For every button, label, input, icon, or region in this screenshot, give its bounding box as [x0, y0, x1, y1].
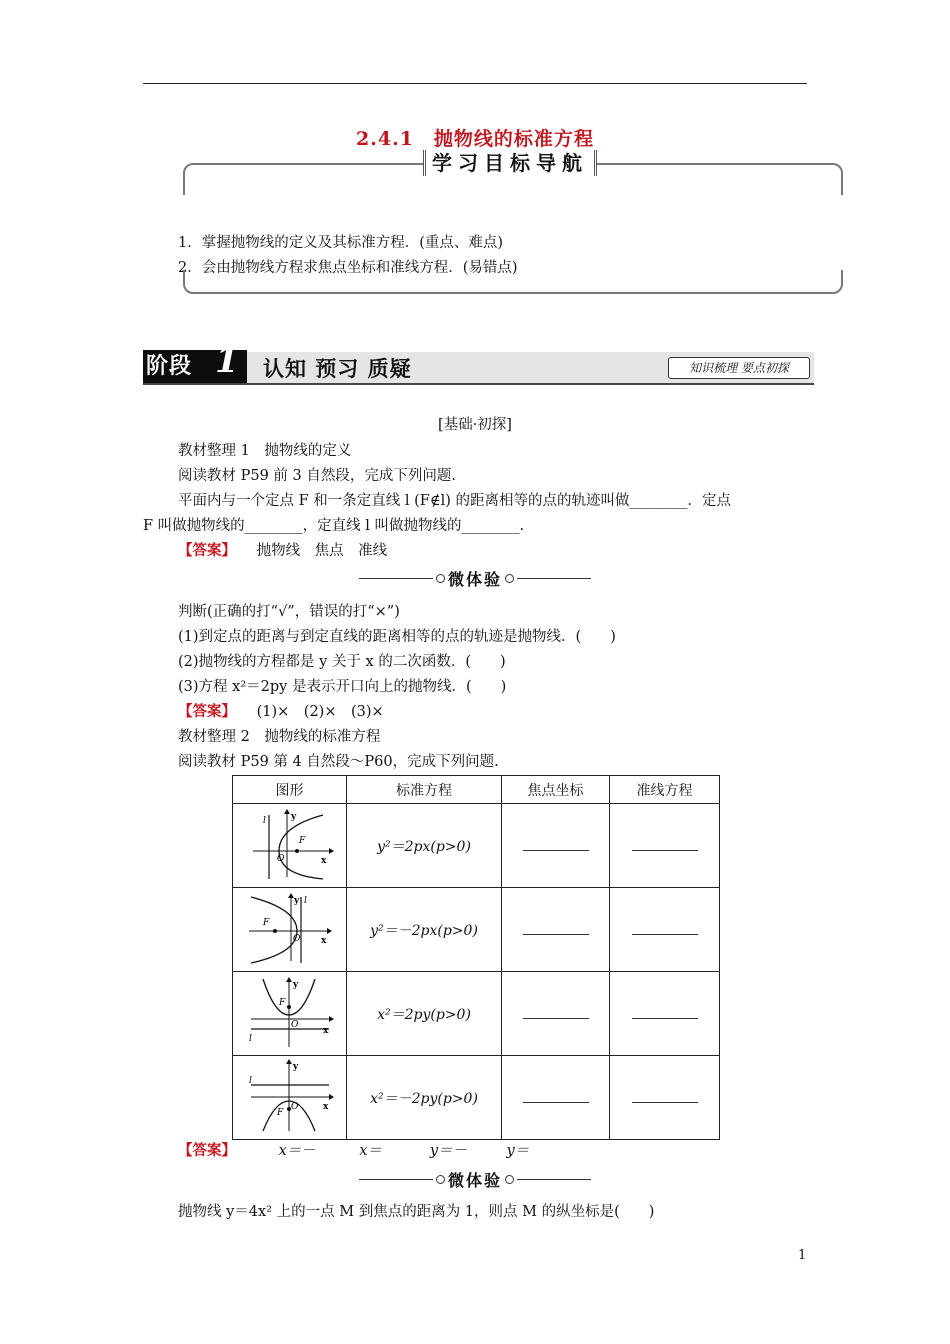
page-title: 2.4.1 抛物线的标准方程	[356, 128, 594, 150]
parabola-graph	[233, 888, 347, 972]
micro-title: 微体验	[447, 1171, 502, 1190]
focus-blank	[502, 972, 610, 1056]
item1-paragraph-line2: F 叫做抛物线的________，定直线 l 叫做抛物线的________.	[143, 518, 525, 534]
focus-blank	[502, 804, 610, 888]
micro-divider-2	[0, 1168, 950, 1191]
judge-q2: (2)抛物线的方程都是 y 关于 x 的二次函数．( )	[178, 654, 506, 670]
table-row	[233, 888, 720, 972]
directrix-blank	[610, 972, 720, 1056]
svg-text:l: l	[248, 1075, 252, 1086]
stage-tag: 知识梳理 要点初探	[668, 357, 810, 379]
equation-cell: x²＝2py(p>0)	[347, 972, 502, 1056]
svg-text:y: y	[293, 895, 299, 906]
judge-intro: 判断(正确的打“√”，错误的打“×”)	[178, 604, 400, 620]
svg-text:O: O	[276, 853, 284, 864]
header-rule	[143, 83, 807, 84]
answer-item: x＝－	[278, 1143, 316, 1159]
answer-label: 【答案】	[178, 1142, 236, 1159]
svg-text:F: F	[298, 835, 305, 846]
directrix-blank	[610, 1056, 720, 1140]
equation-cell: y²＝－2px(p>0)	[347, 888, 502, 972]
final-question: 抛物线 y＝4x² 上的一点 M 到焦点的距离为 1，则点 M 的纵坐标是( )	[178, 1204, 655, 1220]
svg-text:x: x	[320, 855, 326, 866]
table-row	[233, 1056, 720, 1140]
section-tag: [基础·初探]	[438, 417, 512, 433]
table-header: 标准方程	[347, 776, 502, 804]
answer-text: 抛物线 焦点 准线	[256, 543, 388, 559]
focus-blank	[502, 1056, 610, 1140]
item2-heading: 教材整理 2 抛物线的标准方程	[178, 729, 381, 745]
svg-text:y: y	[292, 979, 298, 990]
answer-item: y＝	[506, 1143, 530, 1159]
focus-blank	[502, 888, 610, 972]
table-row	[233, 972, 720, 1056]
goal-item-1: 1．掌握抛物线的定义及其标准方程．(重点、难点)	[178, 235, 504, 251]
item1-paragraph-line1: 平面内与一个定点 F 和一条定直线 l (F∉l) 的距离相等的点的轨迹叫做________．定点	[178, 493, 731, 509]
item1-read: 阅读教材 P59 前 3 自然段，完成下列问题.	[178, 468, 456, 484]
answer-text: (1)× (2)× (3)×	[256, 704, 384, 720]
item2-read: 阅读教材 P59 第 4 自然段～P60，完成下列问题.	[178, 754, 499, 770]
parabola-table	[232, 775, 720, 1140]
svg-text:y: y	[292, 1061, 298, 1072]
svg-text:O: O	[290, 1019, 298, 1030]
table-header: 焦点坐标	[502, 776, 610, 804]
page-number: 1	[798, 1248, 807, 1263]
stage-number: 1	[215, 341, 239, 381]
parabola-graph	[233, 804, 347, 888]
stage-title: 认知 预习 质疑	[263, 356, 412, 381]
svg-text:O: O	[290, 1101, 298, 1112]
stage-label: 阶段	[146, 353, 193, 379]
goal-box-bottom-frame	[183, 270, 843, 294]
svg-text:O: O	[292, 933, 300, 944]
table-row	[233, 804, 720, 888]
svg-text:F: F	[278, 997, 285, 1008]
parabola-graph	[233, 972, 347, 1056]
answer-item: x＝	[359, 1143, 382, 1159]
svg-text:l: l	[248, 1033, 252, 1044]
judge-q1: (1)到定点的距离与到定直线的距离相等的点的轨迹是抛物线．( )	[178, 629, 616, 645]
equation-cell: x²＝－2py(p>0)	[347, 1056, 502, 1140]
parabola-graph	[233, 1056, 347, 1140]
answer-label: 【答案】	[178, 703, 236, 720]
micro-divider-1	[0, 567, 950, 590]
goal-item-2: 2．会由抛物线方程求焦点坐标和准线方程．(易错点)	[178, 260, 518, 276]
svg-text:x: x	[322, 1025, 328, 1036]
judge-q3: (3)方程 x²＝2py 是表示开口向上的抛物线．( )	[178, 679, 507, 695]
equation-cell: y²＝2px(p>0)	[347, 804, 502, 888]
svg-text:l: l	[262, 815, 266, 826]
answer-label: 【答案】	[178, 542, 236, 559]
nav-heading: 学习目标导航	[423, 150, 597, 176]
answer-item: y＝－	[429, 1143, 468, 1159]
directrix-blank	[610, 804, 720, 888]
directrix-blank	[610, 888, 720, 972]
micro-title: 微体验	[447, 570, 502, 589]
svg-text:F: F	[276, 1107, 283, 1118]
table-header: 准线方程	[610, 776, 720, 804]
svg-text:x: x	[322, 1101, 328, 1112]
stage-label-block	[143, 341, 247, 383]
svg-text:F: F	[262, 917, 269, 928]
item1-heading: 教材整理 1 抛物线的定义	[178, 443, 352, 459]
svg-text:x: x	[320, 935, 326, 946]
svg-text:y: y	[290, 811, 296, 822]
table-header: 图形	[233, 776, 347, 804]
svg-text:l: l	[303, 895, 307, 906]
